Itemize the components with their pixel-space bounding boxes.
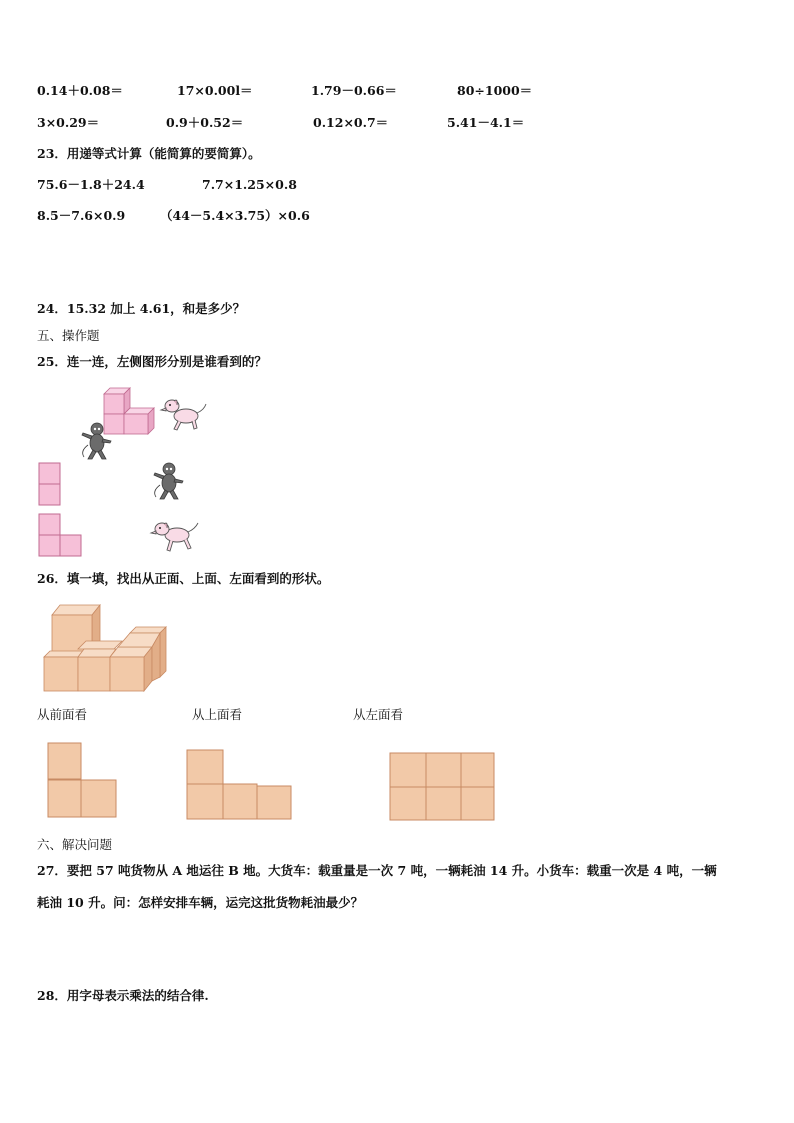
dog-icon [160, 396, 208, 432]
top-view-shape [186, 749, 294, 821]
calc-item-8: 5.41－4.1＝ [447, 115, 525, 130]
left-view-shape [389, 752, 497, 822]
monkey-icon [80, 421, 114, 461]
view-shape-l [38, 513, 84, 558]
q23-expr-1: 75.6－1.8＋24.4 [37, 177, 145, 192]
view-shape-two-stacked [38, 462, 62, 507]
calc-item-2: 17×0.00l＝ [177, 83, 253, 98]
dog-icon [150, 517, 200, 553]
q28-title: 28．用字母表示乘法的结合律. [37, 988, 209, 1003]
tan-cube-arrangement [42, 601, 172, 693]
q23-expr-4: （44－5.4×3.75）×0.6 [160, 208, 310, 223]
calc-item-1: 0.14＋0.08＝ [37, 83, 123, 98]
calc-item-7: 0.12×0.7＝ [313, 115, 389, 130]
q27-line-1: 27．要把 57 吨货物从 A 地运往 B 地。大货车：载重量是一次 7 吨，一辆耗油 14 升。小货车：载重一次是 4 吨，一辆 [37, 863, 717, 878]
q24-title: 24．15.32 加上 4.61，和是多少？ [37, 301, 246, 316]
q25-title: 25．连一连，左侧图形分别是谁看到的？ [37, 354, 267, 369]
view-label-left: 从左面看 [353, 707, 404, 722]
calc-item-4: 80÷1000＝ [457, 83, 533, 98]
q23-title: 23．用递等式计算（能简算的要简算）。 [37, 146, 261, 161]
calc-item-3: 1.79－0.66＝ [311, 83, 397, 98]
q23-expr-3: 8.5－7.6×0.9 [37, 208, 126, 223]
section-6-title: 六、解决问题 [37, 837, 113, 852]
view-label-top: 从上面看 [192, 707, 243, 722]
monkey-icon [152, 461, 186, 501]
q23-expr-2: 7.7×1.25×0.8 [202, 177, 297, 192]
calc-item-6: 0.9＋0.52＝ [166, 115, 244, 130]
view-label-front: 从前面看 [37, 707, 88, 722]
q27-line-2: 耗油 10 升。问：怎样安排车辆，运完这批货物耗油最少？ [37, 895, 364, 910]
q26-title: 26．填一填，找出从正面、上面、左面看到的形状。 [37, 571, 330, 586]
calc-item-5: 3×0.29＝ [37, 115, 100, 130]
front-view-shape [47, 742, 119, 820]
section-5-title: 五、操作题 [37, 328, 100, 343]
